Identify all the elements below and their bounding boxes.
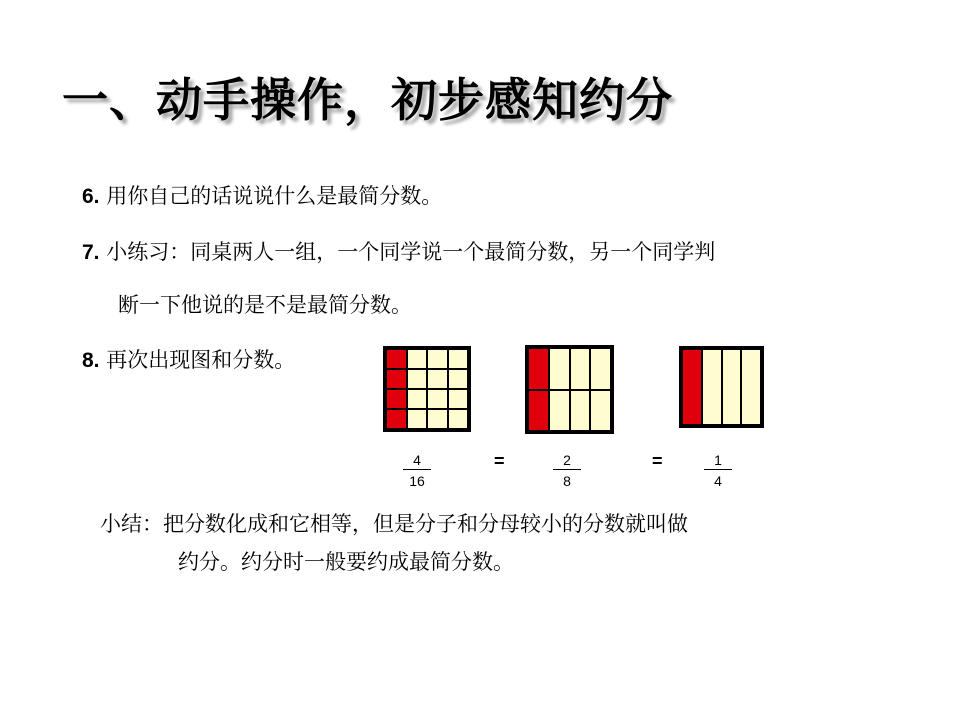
unshaded-cell xyxy=(407,369,428,389)
fraction-1-4 xyxy=(698,452,738,489)
item-8 xyxy=(82,344,295,374)
fraction-bar xyxy=(403,469,431,470)
fraction-numerator: 4 xyxy=(413,452,421,468)
unshaded-cell xyxy=(448,369,469,389)
unshaded-cell xyxy=(448,389,469,409)
unshaded-cell xyxy=(570,390,591,432)
unshaded-cell xyxy=(722,349,742,425)
unshaded-cell xyxy=(427,349,448,369)
equals-sign: = xyxy=(652,451,663,471)
shaded-cell xyxy=(386,349,407,369)
unshaded-cell xyxy=(427,369,448,389)
fraction-grid-16 xyxy=(383,346,471,432)
item-7-continued xyxy=(118,289,412,319)
unshaded-cell xyxy=(549,390,570,432)
item-7 xyxy=(82,236,715,266)
unshaded-cell xyxy=(427,389,448,409)
unshaded-cell xyxy=(407,349,428,369)
item-6 xyxy=(82,180,442,210)
fraction-grid-8 xyxy=(525,345,614,434)
summary-line-1: 小结：把分数化成和它相等，但是分子和分母较小的分数就叫做 xyxy=(100,512,688,536)
item-number: 7. xyxy=(82,241,100,264)
item-text: 断一下他说的是不是最简分数。 xyxy=(118,293,412,317)
fraction-numerator: 1 xyxy=(714,452,722,468)
item-text: 再次出现图和分数。 xyxy=(106,348,296,372)
unshaded-cell xyxy=(590,348,611,390)
shaded-cell xyxy=(682,349,702,425)
shaded-cell xyxy=(528,390,549,432)
shaded-cell xyxy=(528,348,549,390)
shaded-cell xyxy=(386,409,407,429)
fraction-bar xyxy=(704,469,732,470)
unshaded-cell xyxy=(407,389,428,409)
unshaded-cell xyxy=(407,409,428,429)
fraction-2-8 xyxy=(547,452,587,489)
summary-line-2: 约分。约分时一般要约成最简分数。 xyxy=(178,550,514,574)
item-number: 8. xyxy=(82,349,100,372)
shaded-cell xyxy=(386,369,407,389)
slide-title: 一、动手操作，初步感知约分 xyxy=(62,73,673,127)
fraction-4-16 xyxy=(397,452,437,489)
unshaded-cell xyxy=(549,348,570,390)
item-text: 小练习：同桌两人一组，一个同学说一个最简分数，另一个同学判 xyxy=(106,240,716,264)
unshaded-cell xyxy=(570,348,591,390)
unshaded-cell xyxy=(590,390,611,432)
unshaded-cell xyxy=(741,349,761,425)
fraction-grid-4 xyxy=(679,346,764,428)
fraction-denominator: 4 xyxy=(714,473,722,489)
fraction-denominator: 8 xyxy=(563,473,571,489)
fraction-denominator: 16 xyxy=(409,473,425,489)
shaded-cell xyxy=(386,389,407,409)
item-text: 用你自己的话说说什么是最简分数。 xyxy=(106,184,443,208)
unshaded-cell xyxy=(448,349,469,369)
fraction-bar xyxy=(553,469,581,470)
unshaded-cell xyxy=(448,409,469,429)
unshaded-cell xyxy=(427,409,448,429)
item-number: 6. xyxy=(82,185,100,208)
unshaded-cell xyxy=(702,349,722,425)
equals-sign: = xyxy=(494,451,505,471)
fraction-numerator: 2 xyxy=(563,452,571,468)
